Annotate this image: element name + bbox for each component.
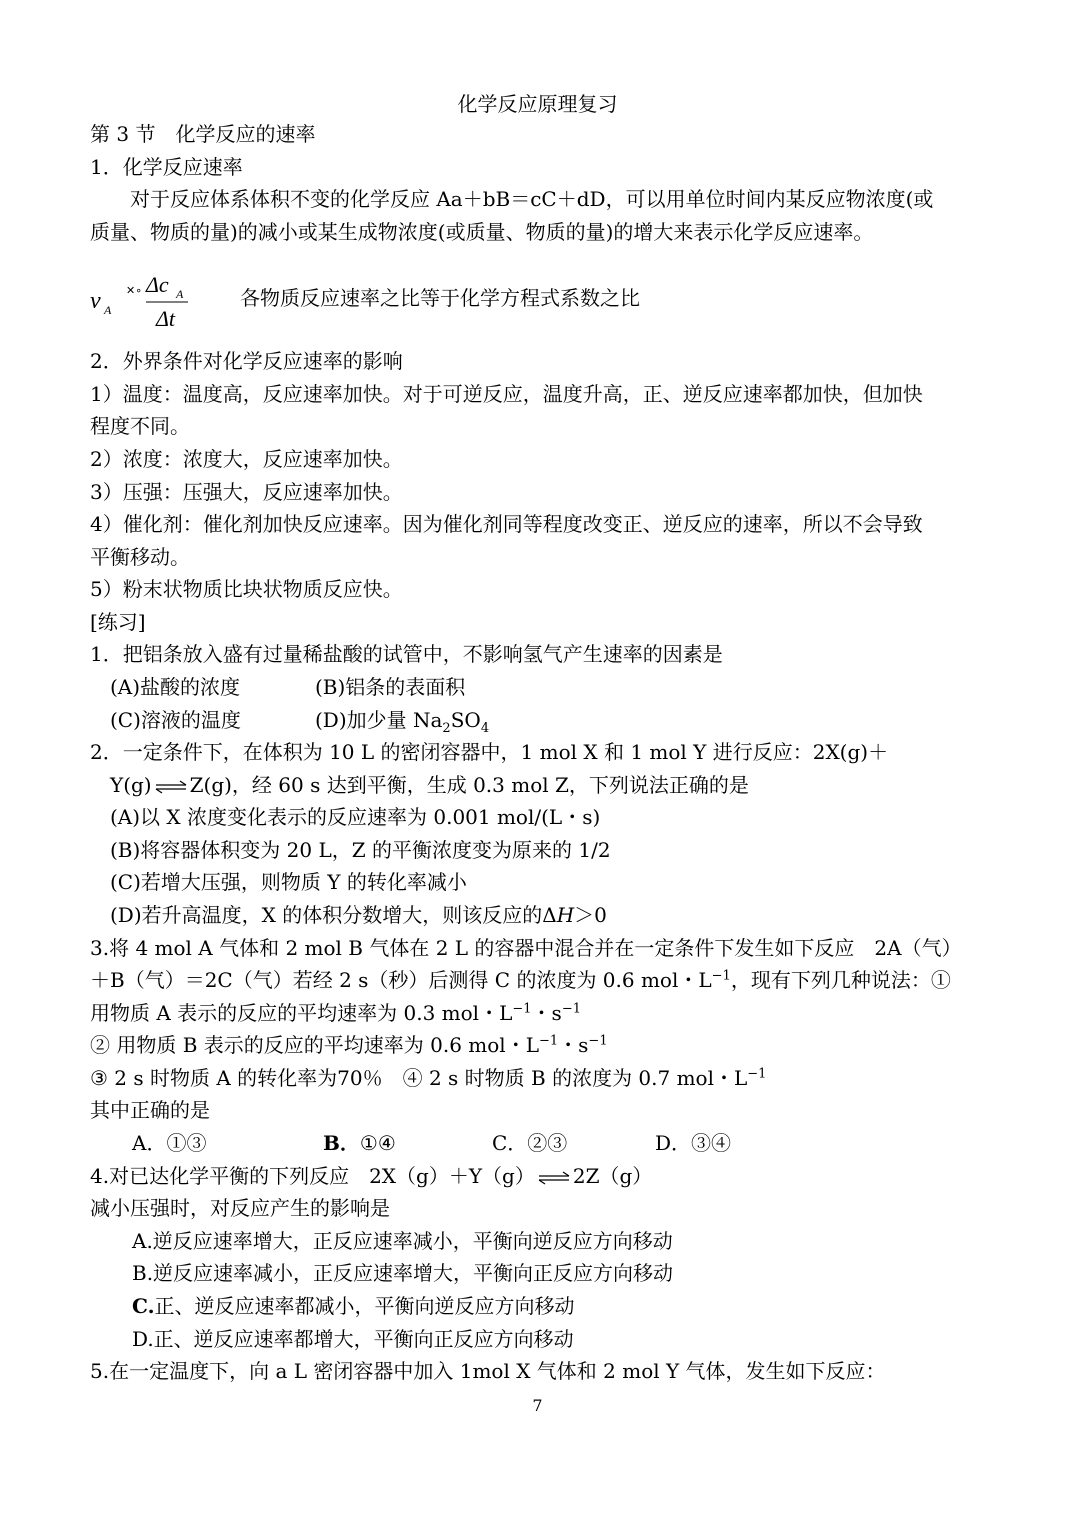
paragraph-line: 5）粉末状物质比块状物质反应快。: [90, 577, 403, 601]
page-number: 7: [532, 1396, 543, 1415]
paragraph-line: 程度不同。: [90, 414, 190, 438]
formula-v: ν: [90, 288, 101, 314]
question-4: 4.对已达化学平衡的下列反应 2X（g）＋Y（g） 2Z（g）: [90, 1164, 653, 1188]
formula-numerator: Δc: [146, 272, 169, 297]
question-2: 2．一定条件下，在体积为 10 L 的密闭容器中，1 mol X 和 1 mol Y 进行反应：2X(g)＋: [90, 740, 889, 764]
choice-b: B．①④: [323, 1131, 396, 1155]
option-b: (B)铝条的表面积: [315, 675, 466, 699]
paragraph-line: 3）压强：压强大，反应速率加快。: [90, 480, 403, 504]
question-2-cont: Y(g) Z(g)，经 60 s 达到平衡，生成 0.3 mol Z，下列说法正确的是: [110, 773, 749, 797]
question-1: 1．把铝条放入盛有过量稀盐酸的试管中，不影响氢气产生速率的因素是: [90, 642, 723, 666]
statement-3-4: ③ 2 s 时物质 A 的转化率为70％ ④ 2 s 时物质 B 的浓度为 0.7 mol・$L^{-1}$: [90, 1066, 767, 1090]
statement-1: 用物质 A 表示的反应的平均速率为 0.3 mol・$L^{-1}$・$s^{-1}$: [90, 1001, 581, 1025]
question-4-cont: 减小压强时，对反应产生的影响是: [90, 1196, 390, 1220]
choice-d: D．③④: [655, 1131, 732, 1155]
choice-a: A．①③: [132, 1131, 207, 1155]
paragraph-line: 对于反应体系体积不变的化学反应 Aa＋bB＝cC＋dD，可以用单位时间内某反应物浓度(或: [130, 187, 934, 211]
formula-denominator: Δt: [156, 306, 176, 331]
section-heading: 第 3 节 化学反应的速率: [90, 122, 316, 146]
option-c: (C)溶液的温度: [110, 708, 241, 732]
rate-formula: [90, 268, 220, 332]
question-3-prompt: 其中正确的是: [90, 1098, 210, 1122]
option-c: (C)若增大压强，则物质 Y 的转化率减小: [110, 870, 467, 894]
paragraph-line: 2）浓度：浓度大，反应速率加快。: [90, 447, 403, 471]
subsection-heading: 2．外界条件对化学反应速率的影响: [90, 349, 403, 373]
statement-2: ② 用物质 B 表示的反应的平均速率为 0.6 mol・$L^{-1}$・$s^{-1}$: [90, 1033, 608, 1057]
equilibrium-arrow-icon: [537, 1171, 571, 1185]
option-d: (D)加少量 $Na_2SO_4$: [315, 708, 490, 736]
document-title: 化学反应原理复习: [457, 92, 618, 116]
paragraph-line: 质量、物质的量)的减小或某生成物浓度(或质量、物质的量)的增大来表示化学反应速率。: [90, 220, 874, 244]
paragraph-line: 平衡移动。: [90, 545, 190, 569]
formula-v-subscript: A: [104, 303, 112, 317]
option-b: (B)将容器体积变为 20 L，Z 的平衡浓度变为原来的 1/2: [110, 838, 611, 862]
choice-a: A.逆反应速率增大，正反应速率减小，平衡向逆反应方向移动: [132, 1229, 673, 1253]
question-5: 5.在一定温度下，向 a L 密闭容器中加入 1mol X 气体和 2 mol Y 气体，发生如下反应：: [90, 1359, 886, 1383]
choice-c: C.正、逆反应速率都减小，平衡向逆反应方向移动: [132, 1294, 575, 1318]
equilibrium-arrow-icon: [154, 780, 188, 794]
option-a: (A)盐酸的浓度: [110, 675, 241, 699]
exercise-heading: [练习]: [90, 610, 146, 634]
formula-symbol: ✕∘: [126, 284, 143, 297]
formula-note: 各物质反应速率之比等于化学方程式系数之比: [240, 286, 640, 310]
formula-numerator-subscript: A: [176, 287, 184, 301]
paragraph-line: 4）催化剂：催化剂加快反应速率。因为催化剂同等程度改变正、逆反应的速率，所以不会导致: [90, 512, 923, 536]
paragraph-line: 1）温度：温度高，反应速率加快。对于可逆反应，温度升高，正、逆反应速率都加快，但加快: [90, 382, 923, 406]
option-d: (D)若升高温度，X 的体积分数增大，则该反应的ΔH＞0: [110, 903, 607, 927]
question-3: 3.将 4 mol A 气体和 2 mol B 气体在 2 L 的容器中混合并在一定条件下发生如下反应 2A（气）: [90, 936, 962, 960]
option-a: (A)以 X 浓度变化表示的反应速率为 0.001 mol/(L・s): [110, 805, 601, 829]
choice-d: D.正、逆反应速率都增大，平衡向正反应方向移动: [132, 1327, 574, 1351]
choice-c: C．②③: [492, 1131, 568, 1155]
subsection-heading: 1．化学反应速率: [90, 155, 243, 179]
question-3-cont: ＋B（气）＝2C（气）若经 2 s（秒）后测得 C 的浓度为 0.6 mol・$L^{-1}$，现有下列几种说法：①: [90, 968, 951, 992]
choice-b: B.逆反应速率减小，正反应速率增大，平衡向正反应方向移动: [132, 1261, 674, 1285]
